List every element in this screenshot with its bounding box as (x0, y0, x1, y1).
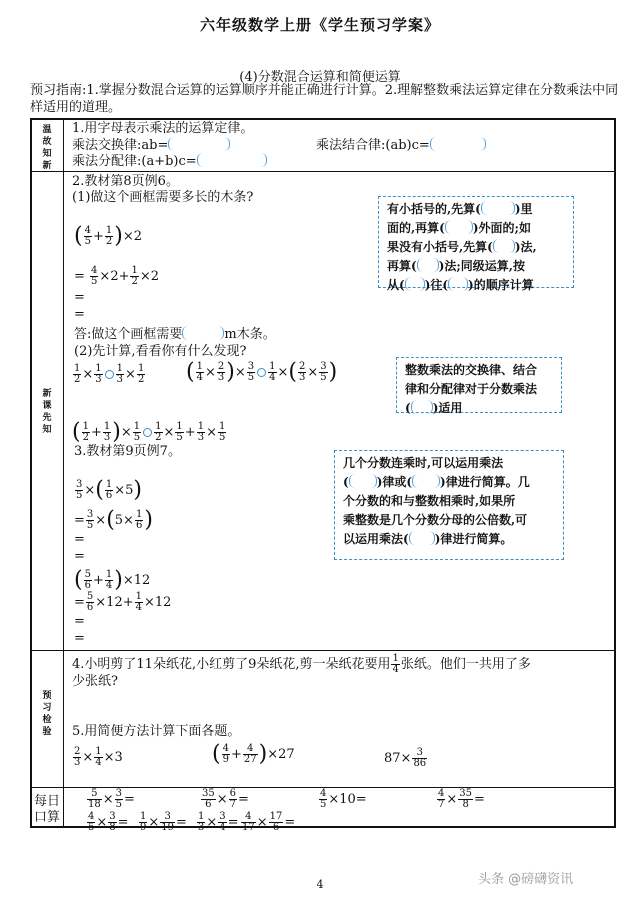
preview-guide: 预习指南:1.掌握分数混合运算的运算顺序并能正确进行计算。2.理解整数乘法运算定律在分数乘法中同样适用的道理。 (30, 83, 619, 115)
row-divider (30, 171, 616, 172)
commutative-label: 乘法交换律:ab= (72, 138, 169, 153)
calc-item-c-text: 87× (384, 751, 412, 766)
calc-item-c: 87× $\frac{3}{86}$ (384, 747, 427, 769)
question-2: 2.教材第8页例6。 (72, 174, 179, 189)
page-title: 六年级数学上册《学生预习学案》 (199, 16, 440, 34)
answer-prefix: 答:做这个画框需要 (74, 327, 183, 342)
compare-circle (143, 428, 152, 437)
mental-item: $\frac{1}{3}$ × $\frac{3}{4}$ = (198, 811, 239, 833)
question-5: 5.用简便方法计算下面各题。 (72, 724, 241, 739)
question-2-2: (2)先计算,看看你有什么发现? (74, 344, 247, 359)
section-label-new-text: 新 课 先 知 (42, 389, 52, 435)
tip-line: 个分数的和与整数相乘时,如果所 (343, 494, 516, 508)
mental-item: $\frac{1}{9}$ × $\frac{3}{19}$ = (140, 811, 187, 833)
question-4-line2: 少张纸? (72, 674, 118, 689)
step-line: = (74, 549, 85, 564)
column-divider (63, 118, 64, 828)
step-line: = $\frac{3}{5}$ ×(5× $\frac{1}{6}$ ) (74, 507, 153, 533)
expression-distributive: ( $\frac{5}{6}$ + $\frac{1}{4}$ )×12 (74, 567, 151, 593)
tip-box-laws (396, 357, 562, 413)
times-two: ×2 (122, 229, 143, 244)
answer-line (74, 326, 276, 343)
distributive-label: 乘法分配律:(a+b)c= (72, 154, 197, 169)
step-line: = (74, 307, 85, 322)
tip-line: ( )适用 (405, 401, 463, 415)
distributive-law (72, 153, 267, 170)
step-line: = (74, 631, 85, 646)
equals-sign: = (74, 269, 85, 284)
tip-line: 整数乘法的交换律、结合 (405, 363, 538, 377)
question-3: 3.教材第9页例7。 (74, 444, 181, 459)
compare-circle (105, 370, 114, 379)
equals-sign: = (74, 513, 85, 528)
expression-frame: ( $\frac{4}{5}$ + $\frac{1}{2}$ )×2 (74, 223, 143, 249)
calc-item-a: $\frac{2}{3}$ × $\frac{1}{4}$ ×3 (74, 746, 123, 768)
tip-line: ( )律或( )律进行简算。几 (343, 475, 530, 489)
lesson-subtitle: (4)分数混合运算和简便运算 (239, 70, 401, 85)
commutative-law (72, 137, 230, 154)
tip-line: 有小括号的,先算( )里 (387, 202, 533, 216)
mental-item: $\frac{4}{17}$ × $\frac{17}{6}$ = (242, 811, 296, 833)
tip-line: 乘整数是几个分数分母的公倍数,可 (343, 513, 528, 527)
answer-blank[interactable] (182, 326, 224, 340)
section-label-check (31, 690, 63, 738)
fraction: $\frac{4}{5}$ (84, 225, 91, 247)
tip-box-operation-order (378, 196, 574, 292)
tip-line: 果没有小括号,先算( )法, (387, 240, 537, 254)
compare-expression: ( $\frac{1}{2}$ + $\frac{1}{3}$ )× $\frac{1}{5}$ $\frac{1}{2}$ × $\frac{1}{5}$ + $\frac{1}{3}$ × $\frac{1}{5}$ (72, 419, 226, 445)
times-twelve: ×12 (122, 573, 151, 588)
question-4-text: 4.小明剪了11朵纸花,小红剪了9朵纸花,剪一朵纸花要用 (72, 657, 391, 672)
section-label-check-text: 预 习 检 验 (42, 691, 52, 737)
compare-expression: ( $\frac{1}{4}$ × $\frac{2}{3}$ )× $\frac{3}{5}$ $\frac{1}{4}$ ×( $\frac{2}{3}$ × $\frac{3}{5}$ ) (186, 359, 338, 385)
compare-expression: $\frac{1}{2}$ × $\frac{1}{3}$ $\frac{1}{3}$ × $\frac{1}{2}$ (74, 363, 145, 385)
calc-item-b: ( $\frac{4}{9}$ + $\frac{4}{27}$ )×27 (212, 741, 295, 767)
step-line: = $\frac{4}{5}$ ×2+ $\frac{1}{2}$ ×2 (74, 265, 160, 287)
step-line: = (74, 614, 85, 629)
section-label-daily-text: 每日 口算 (33, 794, 60, 825)
tip-line: 面的,再算( )外面的;如 (387, 221, 531, 235)
compare-circle (257, 368, 266, 377)
question-1: 1.用字母表示乘法的运算定律。 (72, 121, 254, 136)
answer-blank[interactable] (197, 153, 267, 167)
section-label-review (31, 124, 63, 172)
mental-item: $\frac{4}{5}$ × $\frac{3}{8}$ = (88, 811, 129, 833)
step-line: = $\frac{5}{6}$ ×12+ $\frac{1}{4}$ ×12 (74, 591, 172, 613)
page-number: 4 (316, 878, 324, 891)
mental-item: $\frac{4}{7}$ × $\frac{35}{8}$ = (438, 788, 485, 810)
expression-example7: $\frac{3}{5}$ ×( $\frac{1}{6}$ ×5) (76, 477, 143, 503)
tip-line: 律和分配律对于分数乘法 (405, 382, 538, 396)
tip-line: 从( )往( )的顺序计算 (387, 278, 534, 292)
associative-label: 乘法结合律:(ab)c= (316, 138, 430, 153)
section-label-review-text: 温 故 知 新 (42, 125, 52, 171)
tip-line: 再算( )法;同级运算,按 (387, 259, 525, 273)
question-4-end: 张纸。他们一共用了多 (400, 657, 531, 672)
fraction: $\frac{1}{2}$ (105, 225, 113, 247)
equals-sign: = (74, 595, 85, 610)
answer-blank[interactable] (168, 137, 230, 151)
step-line: = (74, 290, 85, 305)
answer-blank[interactable] (430, 137, 486, 151)
mental-item: $\frac{5}{18}$ × $\frac{3}{5}$ = (88, 788, 135, 810)
watermark: 头条 @磅礴资讯 (478, 872, 574, 887)
section-label-new (31, 388, 63, 436)
mental-item: $\frac{35}{6}$ × $\frac{6}{7}$ = (202, 788, 249, 810)
row-divider (30, 650, 616, 651)
question-2-1: (1)做这个画框需要多长的木条? (72, 190, 254, 205)
step-line: = (74, 532, 85, 547)
tip-box-simplification (334, 450, 564, 560)
mental-item: $\frac{4}{5}$ ×10= (320, 788, 367, 810)
answer-suffix: m木条。 (224, 327, 276, 342)
tip-line: 几个分数连乘时,可以运用乘法 (343, 456, 504, 470)
question-4: 4.小明剪了11朵纸花,小红剪了9朵纸花,剪一朵纸花要用 $\frac{1}{4}$ 张纸。他们一共用了多 (72, 653, 531, 675)
section-label-daily (31, 794, 63, 826)
associative-law (316, 137, 486, 154)
tip-line: 以运用乘法( )律进行简算。 (343, 532, 513, 546)
